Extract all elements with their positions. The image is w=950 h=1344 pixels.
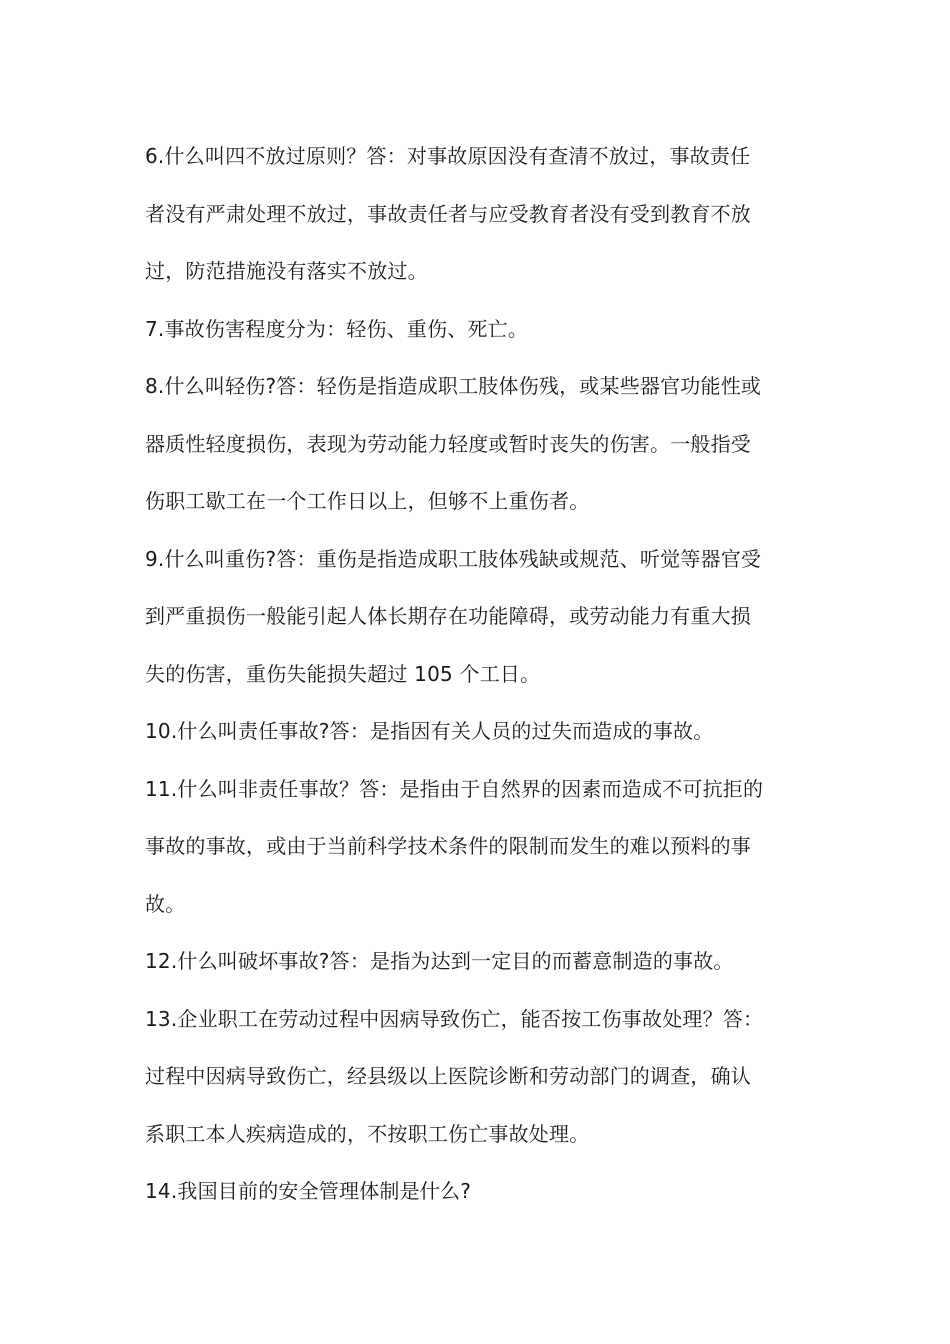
text-line-3: 过，防范措施没有落实不放过。 [145,259,428,283]
text-line-16: 13.企业职工在劳动过程中因病导致伤亡，能否按工伤事故处理？答： [145,1006,764,1031]
text-line-13: 事故的事故，或由于当前科学技术条件的限制而发生的难以预料的事 [145,834,751,858]
text-line-15: 12.什么叫破坏事故?答：是指为达到一定目的而蓄意制造的事故。 [145,949,734,973]
text-line-8: 9.什么叫重伤?答：重伤是指造成职工肢体残缺或规范、听觉等器官受 [145,546,762,571]
text-line-17: 过程中因病导致伤亡，经县级以上医院诊断和劳动部门的调查，确认 [145,1064,751,1088]
text-line-5: 8.什么叫轻伤?答：轻伤是指造成职工肢体伤残，或某些器官功能性或 [145,374,762,398]
text-line-9: 到严重损伤一般能引起人体长期存在功能障碍，或劳动能力有重大损 [145,604,751,628]
text-line-4: 7.事故伤害程度分为：轻伤、重伤、死亡。 [145,316,529,341]
text-line-6: 器质性轻度损伤，表现为劳动能力轻度或暂时丧失的伤害。一般指受 [145,431,751,456]
text-line-1: 6.什么叫四不放过原则？答：对事故原因没有查清不放过，事故责任 [145,144,751,168]
text-line-18: 系职工本人疾病造成的，不按职工伤亡事故处理。 [145,1121,590,1146]
text-line-19: 14.我国目前的安全管理体制是什么? [145,1179,472,1203]
text-line-7: 伤职工歇工在一个工作日以上，但够不上重伤者。 [145,489,590,513]
text-line-2: 者没有严肃处理不放过，事故责任者与应受教育者没有受到教育不放 [145,201,751,226]
text-line-11: 10.什么叫责任事故?答：是指因有关人员的过失而造成的事故。 [145,719,714,743]
document-body [145,128,805,1221]
text-line-12: 11.什么叫非责任事故？答：是指由于自然界的因素而造成不可抗拒的 [145,776,764,801]
text-line-10: 失的伤害，重伤失能损失超过 105 个工日。 [145,661,541,686]
text-line-14: 故。 [145,891,186,916]
